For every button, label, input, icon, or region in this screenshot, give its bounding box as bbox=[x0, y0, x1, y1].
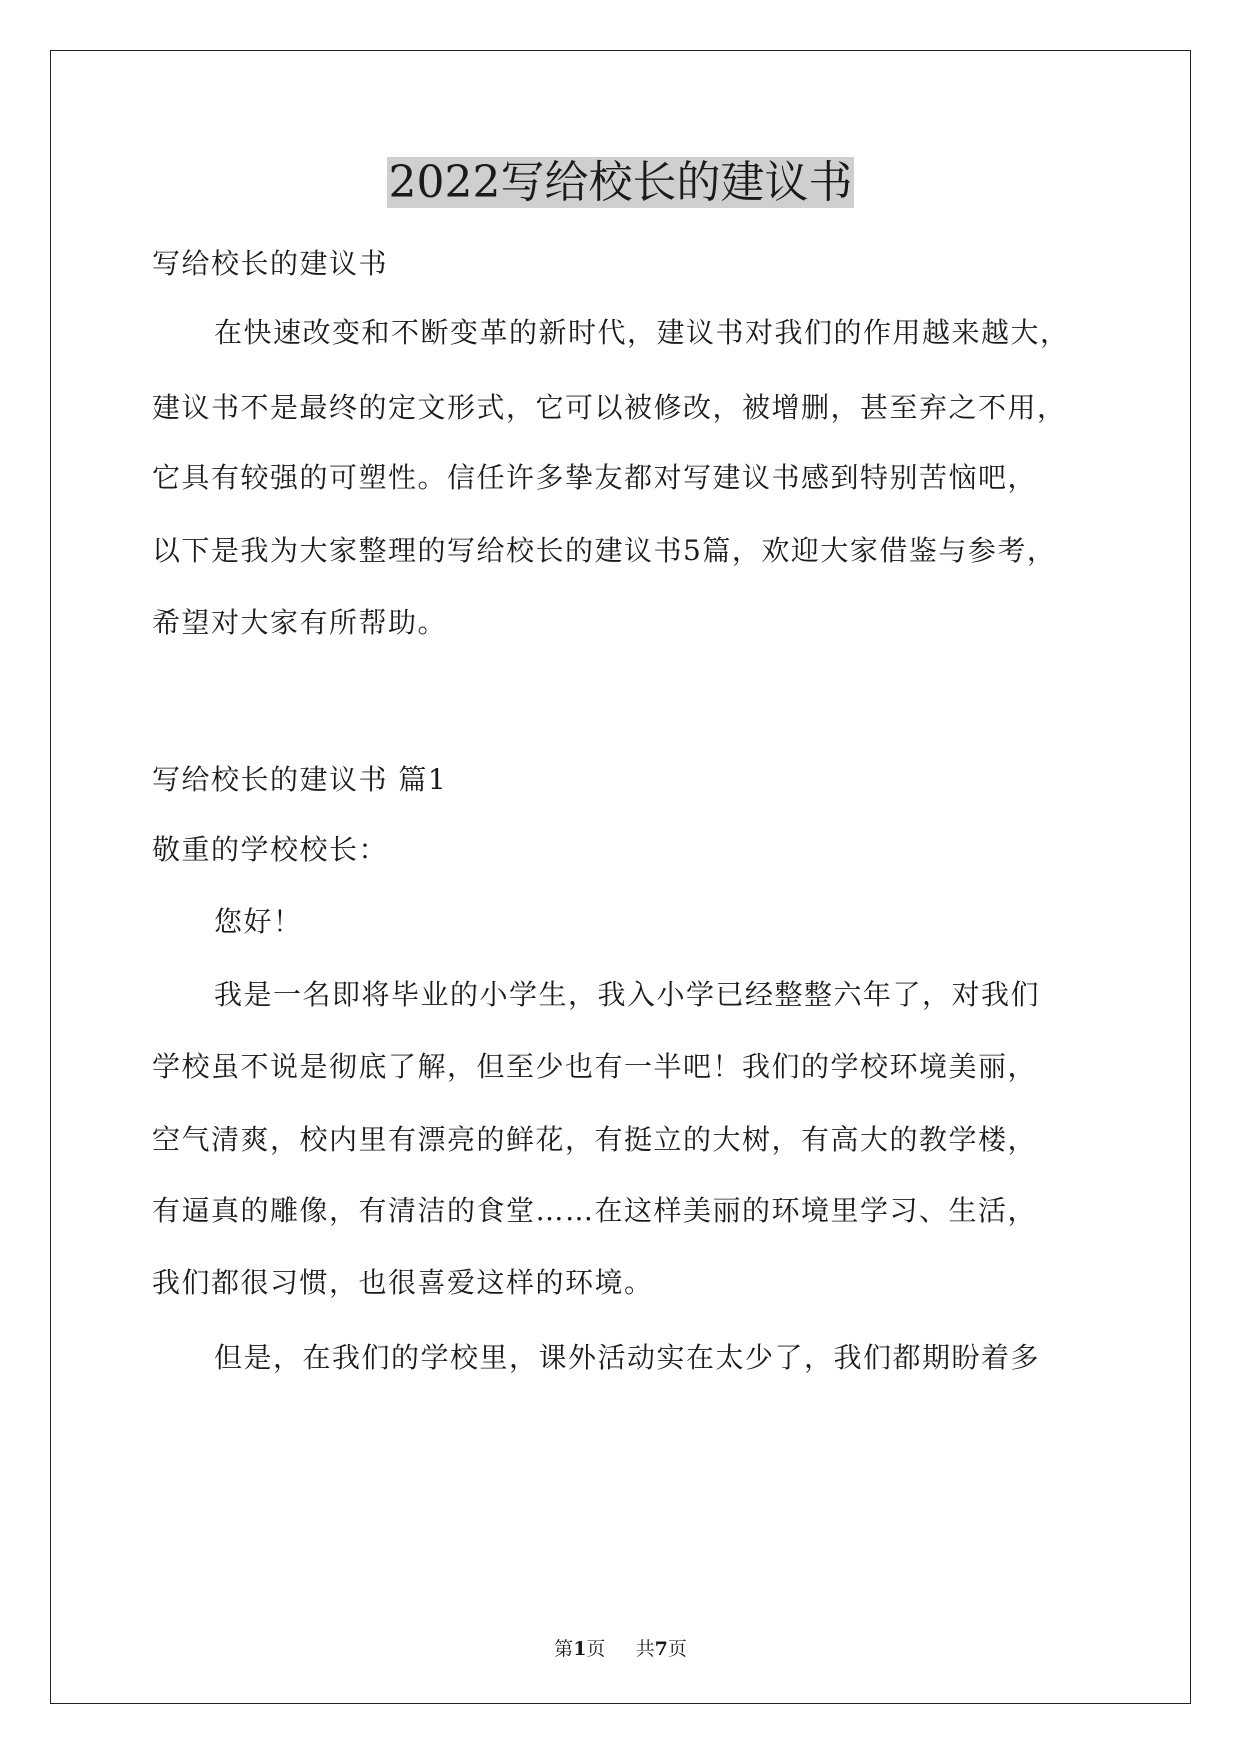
current-page-number: 1 bbox=[573, 1638, 587, 1660]
footer-prefix: 第 bbox=[554, 1638, 574, 1660]
paragraph-line: 我是一名即将毕业的小学生，我入小学已经整整六年了，对我们 bbox=[214, 978, 1041, 1011]
total-pages-number: 7 bbox=[654, 1638, 668, 1660]
paragraph-line: 学校虽不说是彻底了解，但至少也有一半吧！我们的学校环境美丽， bbox=[152, 1050, 1038, 1083]
greeting: 您好！ bbox=[214, 905, 303, 938]
footer-total-suffix: 页 bbox=[667, 1638, 687, 1660]
paragraph-line: 建议书不是最终的定文形式，它可以被修改，被增删，甚至弃之不用， bbox=[152, 391, 1067, 424]
document-title-text: 2022写给校长的建议书 bbox=[388, 157, 853, 208]
paragraph-line: 空气清爽，校内里有漂亮的鲜花，有挺立的大树，有高大的教学楼， bbox=[152, 1123, 1038, 1156]
paragraph-line: 有逼真的雕像，有清洁的食堂……在这样美丽的环境里学习、生活， bbox=[152, 1194, 1038, 1227]
page-border bbox=[50, 50, 1191, 1704]
footer-total-prefix: 共 bbox=[635, 1638, 655, 1660]
paragraph-line: 但是，在我们的学校里，课外活动实在太少了，我们都期盼着多 bbox=[214, 1341, 1041, 1374]
footer-page-suffix: 页 bbox=[586, 1638, 606, 1660]
subtitle-line: 写给校长的建议书 bbox=[152, 247, 389, 280]
document-title bbox=[0, 152, 1241, 214]
paragraph-line: 希望对大家有所帮助。 bbox=[152, 606, 448, 639]
paragraph-line: 在快速改变和不断变革的新时代，建议书对我们的作用越来越大， bbox=[214, 316, 1070, 349]
section-heading: 写给校长的建议书 篇1 bbox=[152, 763, 448, 796]
salutation: 敬重的学校校长： bbox=[152, 833, 389, 866]
paragraph-line: 以下是我为大家整理的写给校长的建议书5篇，欢迎大家借鉴与参考， bbox=[152, 534, 1057, 567]
paragraph-line: 我们都很习惯，也很喜爱这样的环境。 bbox=[152, 1266, 654, 1299]
page-footer bbox=[0, 1636, 1241, 1662]
paragraph-line: 它具有较强的可塑性。信任许多挚友都对写建议书感到特别苦恼吧， bbox=[152, 461, 1038, 494]
